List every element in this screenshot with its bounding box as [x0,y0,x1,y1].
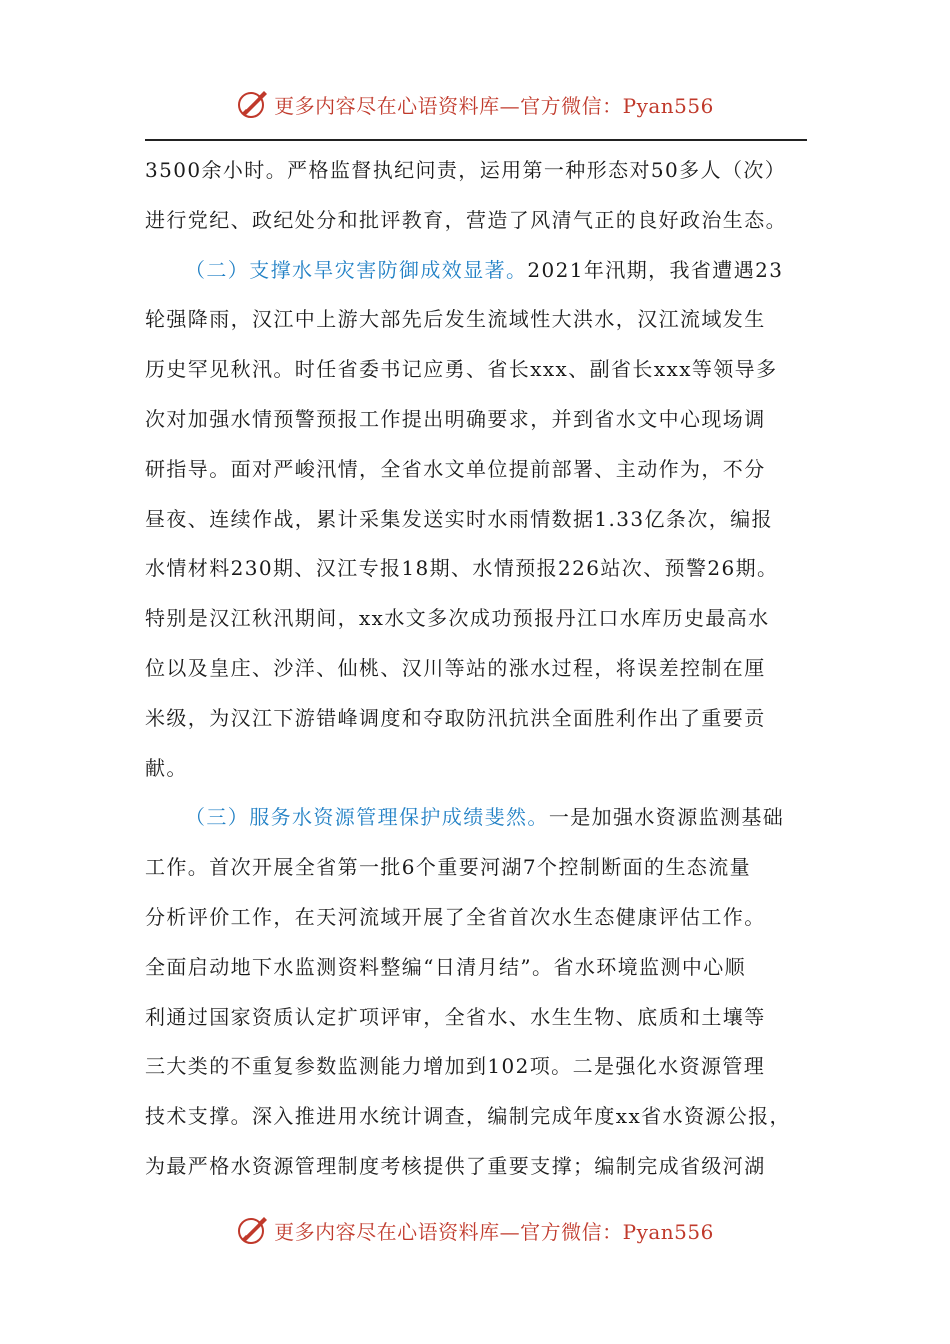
body-line: 分析评价工作，在天河流域开展了全省首次水生态健康评估工作。 [145,904,766,929]
header-divider [145,139,807,141]
body-line: 位以及皇庄、沙洋、仙桃、汉川等站的涨水过程，将误差控制在厘 [145,655,766,680]
body-line: 历史罕见秋汛。时任省委书记应勇、省长xxx、副省长xxx等领导多 [145,357,778,382]
section-heading-3: （三）服务水资源管理保护成绩斐然。 [185,805,549,830]
body-line: 全面启动地下水监测资料整编“日清月结”。省水环境监测中心顺 [145,954,747,979]
document-body [145,146,807,1192]
header-watermark-text: 更多内容尽在心语资料库—官方微信：Pyan556 [274,93,714,118]
body-line: 献。 [145,755,188,780]
footer-watermark-text: 更多内容尽在心语资料库—官方微信：Pyan556 [274,1219,714,1244]
quill-logo-icon [236,87,270,121]
body-line: 进行党纪、政纪处分和批评教育，营造了风清气正的良好政治生态。 [145,207,787,232]
header-watermark [0,84,950,124]
body-line: 为最严格水资源管理制度考核提供了重要支撑；编制完成省级河湖 [145,1153,766,1178]
body-line: 研指导。面对严峻汛情，全省水文单位提前部署、主动作为，不分 [145,456,766,481]
body-line: 技术支撑。深入推进用水统计调查，编制完成年度xx省水资源公报， [145,1104,791,1129]
body-line: 3500余小时。严格监督执纪问责，运用第一种形态对50多人（次） [145,158,787,182]
body-line: 特别是汉江秋汛期间，xx水文多次成功预报丹江口水库历史最高水 [145,606,770,631]
quill-logo-icon [236,1213,270,1247]
body-line: 轮强降雨，汉江中上游大部先后发生流域性大洪水，汉江流域发生 [145,307,766,332]
body-line: 次对加强水情预警预报工作提出明确要求，并到省水文中心现场调 [145,406,766,431]
section-heading-2: （二）支撑水旱灾害防御成效显著。 [185,257,528,282]
section-2-first-line: （二）支撑水旱灾害防御成效显著。2021年汛期，我省遭遇23 [185,257,784,282]
section-3-first-line: （三）服务水资源管理保护成绩斐然。一是加强水资源监测基础 [185,805,785,830]
body-line: 利通过国家资质认定扩项评审，全省水、水生生物、底质和土壤等 [145,1004,766,1029]
body-line: 工作。首次开展全省第一批6个重要河湖7个控制断面的生态流量 [145,855,752,880]
footer-watermark [0,1210,950,1250]
body-line: 水情材料230期、汉江专报18期、水情预报226站次、预警26期。 [145,556,779,581]
body-line: 米级，为汉江下游错峰调度和夺取防汛抗洪全面胜利作出了重要贡 [145,705,766,730]
body-line: 昼夜、连续作战，累计采集发送实时水雨情数据1.33亿条次，编报 [145,506,773,531]
body-line: 三大类的不重复参数监测能力增加到102项。二是强化水资源管理 [145,1054,766,1079]
